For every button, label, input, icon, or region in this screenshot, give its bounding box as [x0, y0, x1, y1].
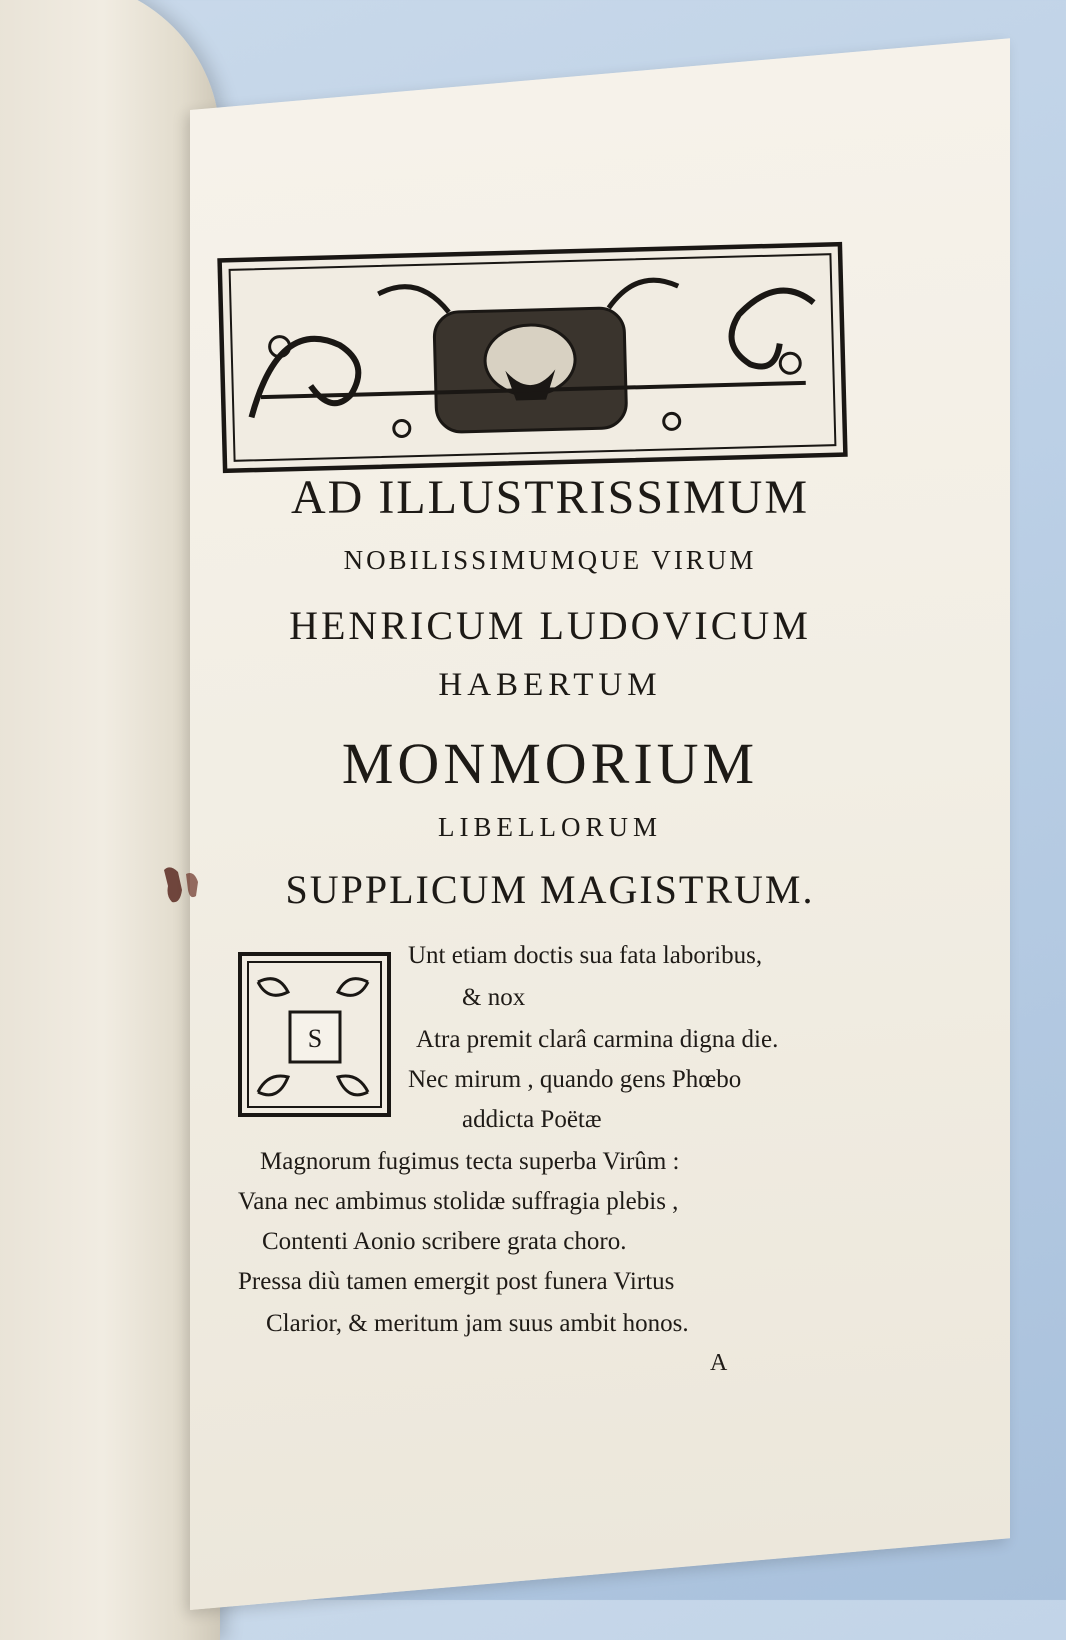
drop-cap-letter: S: [307, 1024, 323, 1053]
verse-line: Pressa diù tamen emergit post funera Virtus: [238, 1268, 675, 1295]
verse-line: addicta Poëtæ: [462, 1106, 602, 1133]
verse-line: Clarior, & meritum jam suus ambit honos.: [266, 1310, 689, 1337]
heading-line-5: MONMORIUM: [341, 731, 759, 796]
facing-page: [0, 0, 220, 1640]
heading-line-6: LIBELLORUM: [438, 812, 662, 842]
heading-line-7: SUPPLICUM MAGISTRUM.: [285, 867, 815, 912]
decorated-initial: [238, 952, 391, 1117]
page-content: [190, 240, 990, 1560]
verse-line: Contenti Aonio scribere grata choro.: [262, 1228, 627, 1255]
heading-line-3: HENRICUM LUDOVICUM: [289, 603, 811, 648]
ornamental-headpiece: [217, 242, 847, 473]
verse-line: & nox: [462, 984, 526, 1011]
verse-line: Magnorum fugimus tecta superba Virûm :: [260, 1148, 680, 1175]
verse-line: Unt etiam doctis sua fata laboribus,: [408, 942, 763, 969]
heading-line-2: NOBILISSIMUMQUE VIRUM: [343, 545, 757, 575]
heading-line-4: HABERTUM: [438, 667, 662, 703]
verse-line: Vana nec ambimus stolidæ suffragia plebis ,: [238, 1188, 679, 1215]
signature-mark: A: [710, 1350, 728, 1376]
verse-line: Nec mirum , quando gens Phœbo: [408, 1066, 742, 1093]
heading-line-1: AD ILLUSTRISSIMUM: [290, 471, 810, 524]
verse-line: Atra premit clarâ carmina digna die.: [416, 1026, 779, 1053]
